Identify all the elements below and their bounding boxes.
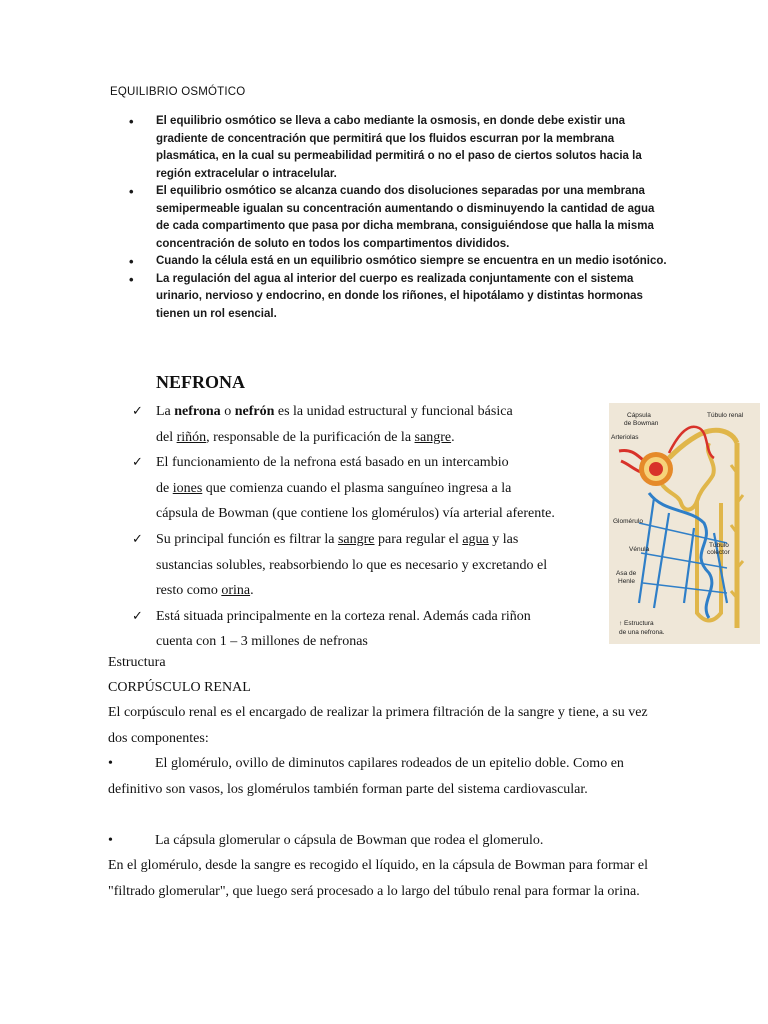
label-caption-l1: ↑ Estructura — [619, 620, 654, 627]
list-item — [132, 604, 602, 655]
bullet-capsula — [108, 828, 668, 854]
text: sustancias solubles, reabsorbiendo lo que es necesario y excretando el — [156, 557, 548, 573]
text: de — [156, 480, 173, 496]
list-item — [132, 450, 602, 527]
label-capsula-l2: de Bowman — [624, 420, 659, 427]
link-orina[interactable]: orina — [221, 583, 251, 599]
check-icon: ✓ — [132, 455, 143, 471]
bullet-text: El glomérulo, ovillo de diminutos capilares rodeados de un epitelio doble. Como en definitivo son vasos, los glomérulos también forman parte del sistema cardiovascular. — [108, 756, 624, 797]
nephron-diagram — [609, 403, 760, 644]
text: cápsula de Bowman (que contiene los glomérulos) vía arterial aferente. — [156, 506, 555, 522]
bullet-symbol: • — [108, 756, 113, 771]
text: del — [156, 429, 177, 445]
text: , responsable de la purificación de la — [206, 429, 415, 445]
list-item: • El equilibrio osmótico se alcanza cuando dos disoluciones separadas por una membrana semipermeable igualan su concentración aumentando o disminuyendo la cantidad de agua de cada compartimento que pasa por dicha membrana, consiguiéndose que halla la misma concentración de soluto en todos los compartimentos divididos. — [110, 183, 670, 253]
estructura-heading: Estructura — [108, 655, 166, 670]
equilibrio-bullet-list — [110, 113, 670, 323]
link-sangre[interactable]: sangre — [337, 531, 375, 547]
label-asa-l1: Asa de — [616, 570, 637, 577]
label-asa-l2: Henle — [618, 578, 635, 585]
text: para regular el — [374, 531, 463, 547]
label-tubulo-colector-l1: Túbulo — [709, 542, 729, 549]
label-caption-l2: de una nefrona. — [619, 629, 665, 636]
text: La — [156, 404, 175, 419]
bullet-symbol: • — [108, 833, 113, 848]
bullet-glomerulo — [108, 751, 668, 802]
label-tubulo-renal: Túbulo renal — [707, 412, 744, 419]
check-icon: ✓ — [132, 404, 143, 419]
check-icon: ✓ — [132, 531, 143, 547]
paragraph-corpusculo-intro: El corpúsculo renal es el encargado de realizar la primera filtración de la sangre y tiene, a su vez dos componentes: — [108, 705, 648, 746]
nefrona-check-list — [132, 399, 602, 655]
text: El funcionamiento de la nefrona está basado en un intercambio — [156, 455, 509, 471]
text: es la unidad estructural y funcional básica — [274, 404, 513, 419]
link-rinon[interactable]: riñón — [176, 429, 207, 445]
bold-text: nefrona — [174, 404, 221, 419]
label-tubulo-colector-l2: colector — [707, 549, 730, 556]
link-iones[interactable]: iones — [172, 480, 203, 496]
link-agua[interactable]: agua — [462, 531, 489, 547]
list-item — [132, 527, 602, 604]
label-venula: Vénula — [629, 546, 650, 553]
paragraph-glomerulo: En el glomérulo, desde la sangre es recogido el líquido, en la cápsula de Bowman para formar el "filtrado glomerular", que luego será procesado a lo largo del túbulo renal para formar la orina. — [108, 858, 648, 899]
list-item: • Cuando la célula está en un equilibrio osmótico siempre se encuentra en un medio isotónico. — [110, 253, 670, 271]
text: . — [451, 429, 455, 445]
nephron-illustration — [609, 403, 760, 644]
text: resto como — [156, 583, 222, 599]
text: y las — [488, 531, 519, 547]
section-title-corpusculo: CORPÚSCULO RENAL — [108, 680, 251, 695]
bold-text: nefrón — [234, 404, 275, 419]
section-title-nefrona: NEFRONA — [156, 372, 245, 392]
text: cuenta con 1 – 3 millones de nefronas — [156, 634, 368, 650]
glomerulus — [649, 462, 663, 476]
text: que comienza cuando el plasma sanguíneo ingresa a la — [202, 480, 512, 496]
check-icon: ✓ — [132, 608, 143, 624]
text: o — [220, 404, 235, 419]
list-item: • La regulación del agua al interior del cuerpo es realizada conjuntamente con el sistema urinario, nervioso y endocrino, en donde los riñones, el hipotálamo y distintas hormonas tienen un rol esencial. — [110, 271, 670, 324]
label-arteriolas: Arteriolas — [611, 434, 639, 441]
text: . — [250, 583, 254, 599]
label-capsula-l1: Cápsula — [627, 412, 651, 419]
list-item — [132, 399, 602, 450]
label-glomerulo: Glomérulo — [613, 518, 643, 525]
text: Está situada principalmente en la corteza renal. Además cada riñon — [156, 608, 531, 624]
bullet-text: La cápsula glomerular o cápsula de Bowman que rodea el glomerulo. — [155, 833, 544, 848]
link-sangre[interactable]: sangre — [414, 429, 452, 445]
list-item: • El equilibrio osmótico se lleva a cabo mediante la osmosis, en donde debe existir una gradiente de concentración que permitirá que los fluidos escurran por la membrana plasmática, en la cual su permeabilidad permitirá o no el paso de ciertos solutos hacia la región extracelular o intracelular. — [110, 113, 670, 183]
section-title-equilibrio: EQUILIBRIO OSMÓTICO — [110, 86, 246, 98]
text: Su principal función es filtrar la — [156, 531, 338, 547]
